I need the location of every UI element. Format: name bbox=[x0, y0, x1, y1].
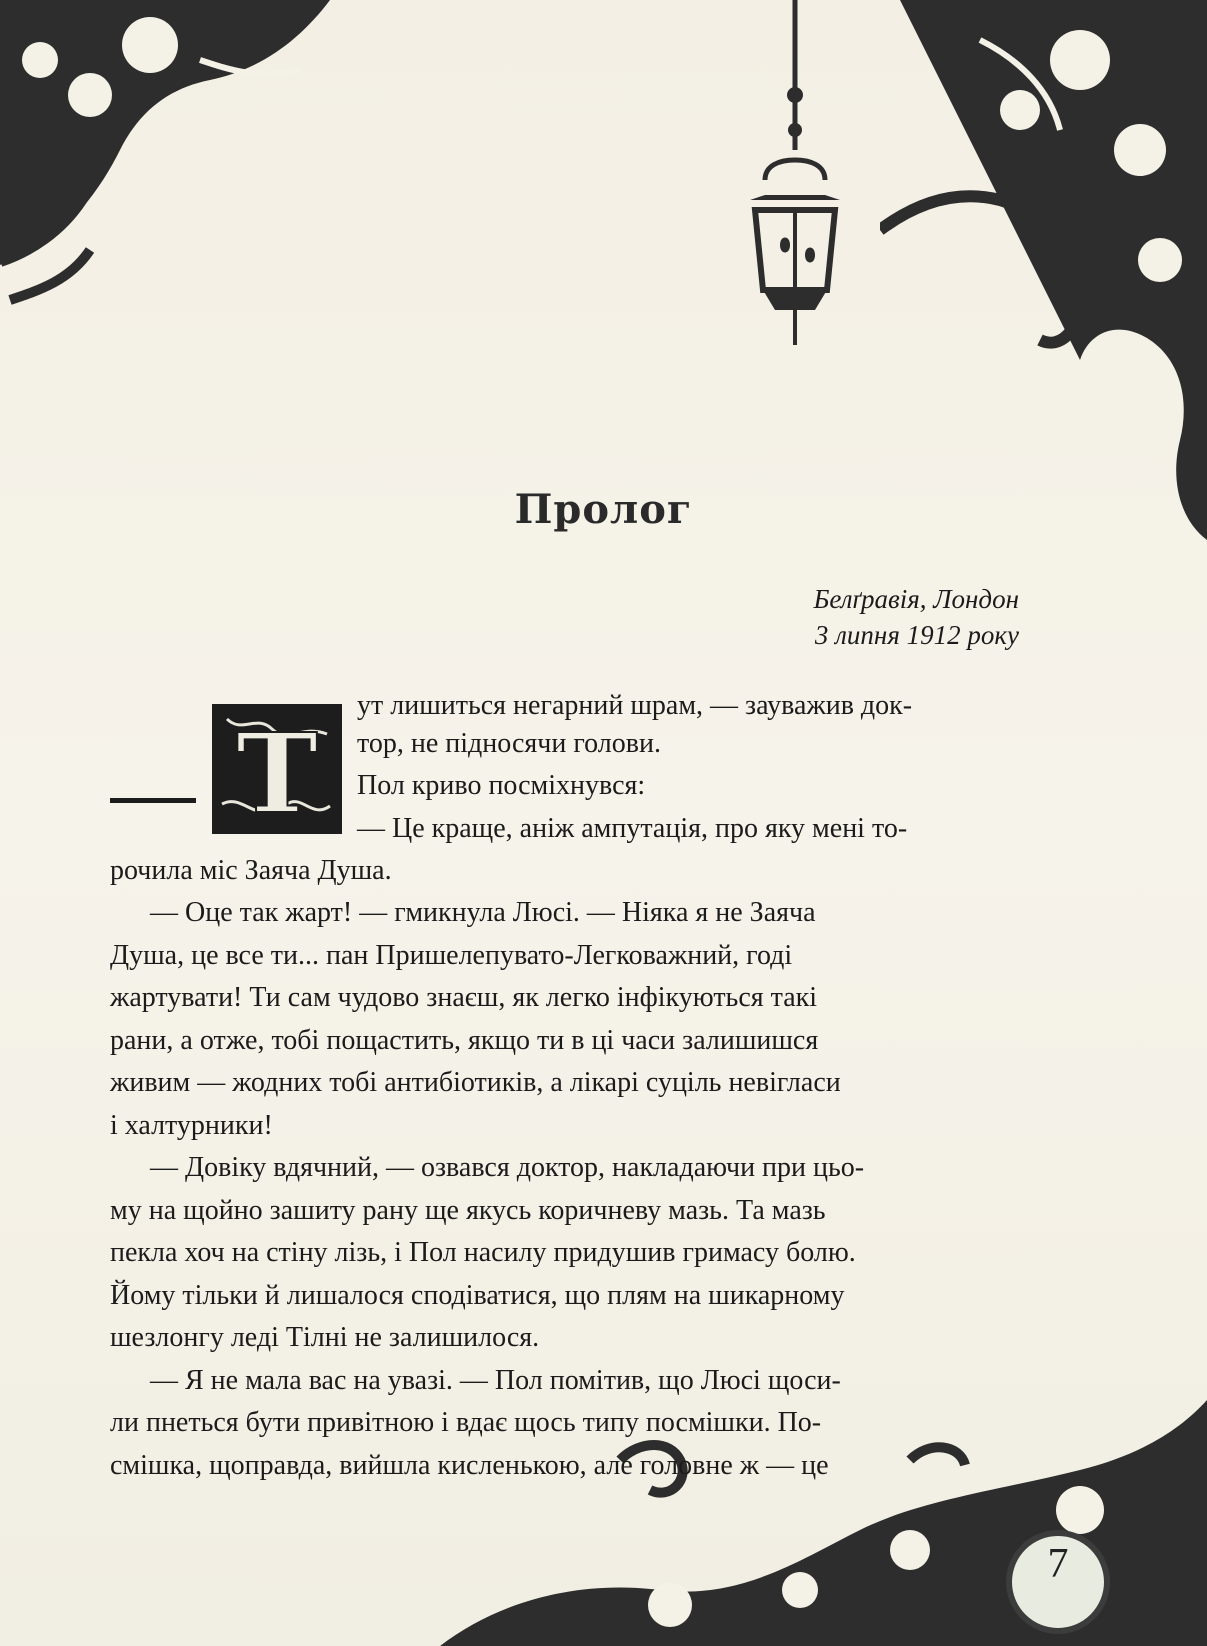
dialogue-dash bbox=[110, 798, 196, 803]
text-line: Пол криво посміхнувся: bbox=[357, 770, 646, 801]
dateline-place: Белґравія, Лондон bbox=[813, 584, 1019, 614]
text-line: смішка, щоправда, вийшла кисленькою, але головне ж — це bbox=[110, 1450, 829, 1481]
text-line: ут лишиться негарний шрам, — зауважив док- bbox=[357, 690, 913, 721]
dateline-date: 3 липня 1912 року bbox=[814, 620, 1019, 650]
text-line: і халтурники! bbox=[110, 1110, 273, 1141]
text-line: — Оце так жарт! — гмикнула Люсі. — Ніяка я не Заяча bbox=[150, 897, 816, 928]
lantern-icon bbox=[735, 0, 855, 350]
text-line: — Це краще, аніж ампутація, про яку мені то- bbox=[357, 813, 908, 844]
top-left-ornament bbox=[0, 0, 340, 310]
text-line: Душа, це все ти... пан Пришелепувато-Легковажний, годі bbox=[110, 940, 793, 971]
text-line: му на щойно зашиту рану ще якусь коричневу мазь. Та мазь bbox=[110, 1195, 826, 1226]
svg-text:Т: Т bbox=[236, 709, 318, 834]
text-line: жартувати! Ти сам чудово знаєш, як легко інфікуються такі bbox=[110, 982, 818, 1013]
text-line: рочила міс Заяча Душа. bbox=[110, 855, 392, 886]
text-line: ли пнеться бути привітною і вдає щось типу посмішки. По- bbox=[110, 1407, 822, 1438]
text-line: Йому тільки й лишалося сподіватися, що плям на шикарному bbox=[110, 1280, 845, 1311]
chapter-title: Пролог bbox=[514, 486, 693, 533]
top-right-ornament bbox=[880, 0, 1207, 560]
text-line: пекла хоч на стіну лізь, і Пол насилу придушив гримасу болю. bbox=[110, 1237, 856, 1268]
text-line: — Довіку вдячний, — озвався доктор, накладаючи при цьо- bbox=[150, 1152, 865, 1183]
text-line: — Я не мала вас на увазі. — Пол помітив, що Люсі щоси- bbox=[150, 1365, 841, 1396]
text-line: тор, не підносячи голови. bbox=[357, 728, 661, 759]
text-line: живим — жодних тобі антибіотиків, а лікарі суціль невігласи bbox=[110, 1067, 841, 1098]
page-number: 7 bbox=[1047, 1541, 1069, 1587]
text-line: рани, а отже, тобі пощастить, якщо ти в ці часи залишишся bbox=[110, 1025, 819, 1056]
drop-cap-t-icon bbox=[212, 704, 342, 834]
text-line: шезлонгу леді Тілні не залишилося. bbox=[110, 1322, 540, 1353]
